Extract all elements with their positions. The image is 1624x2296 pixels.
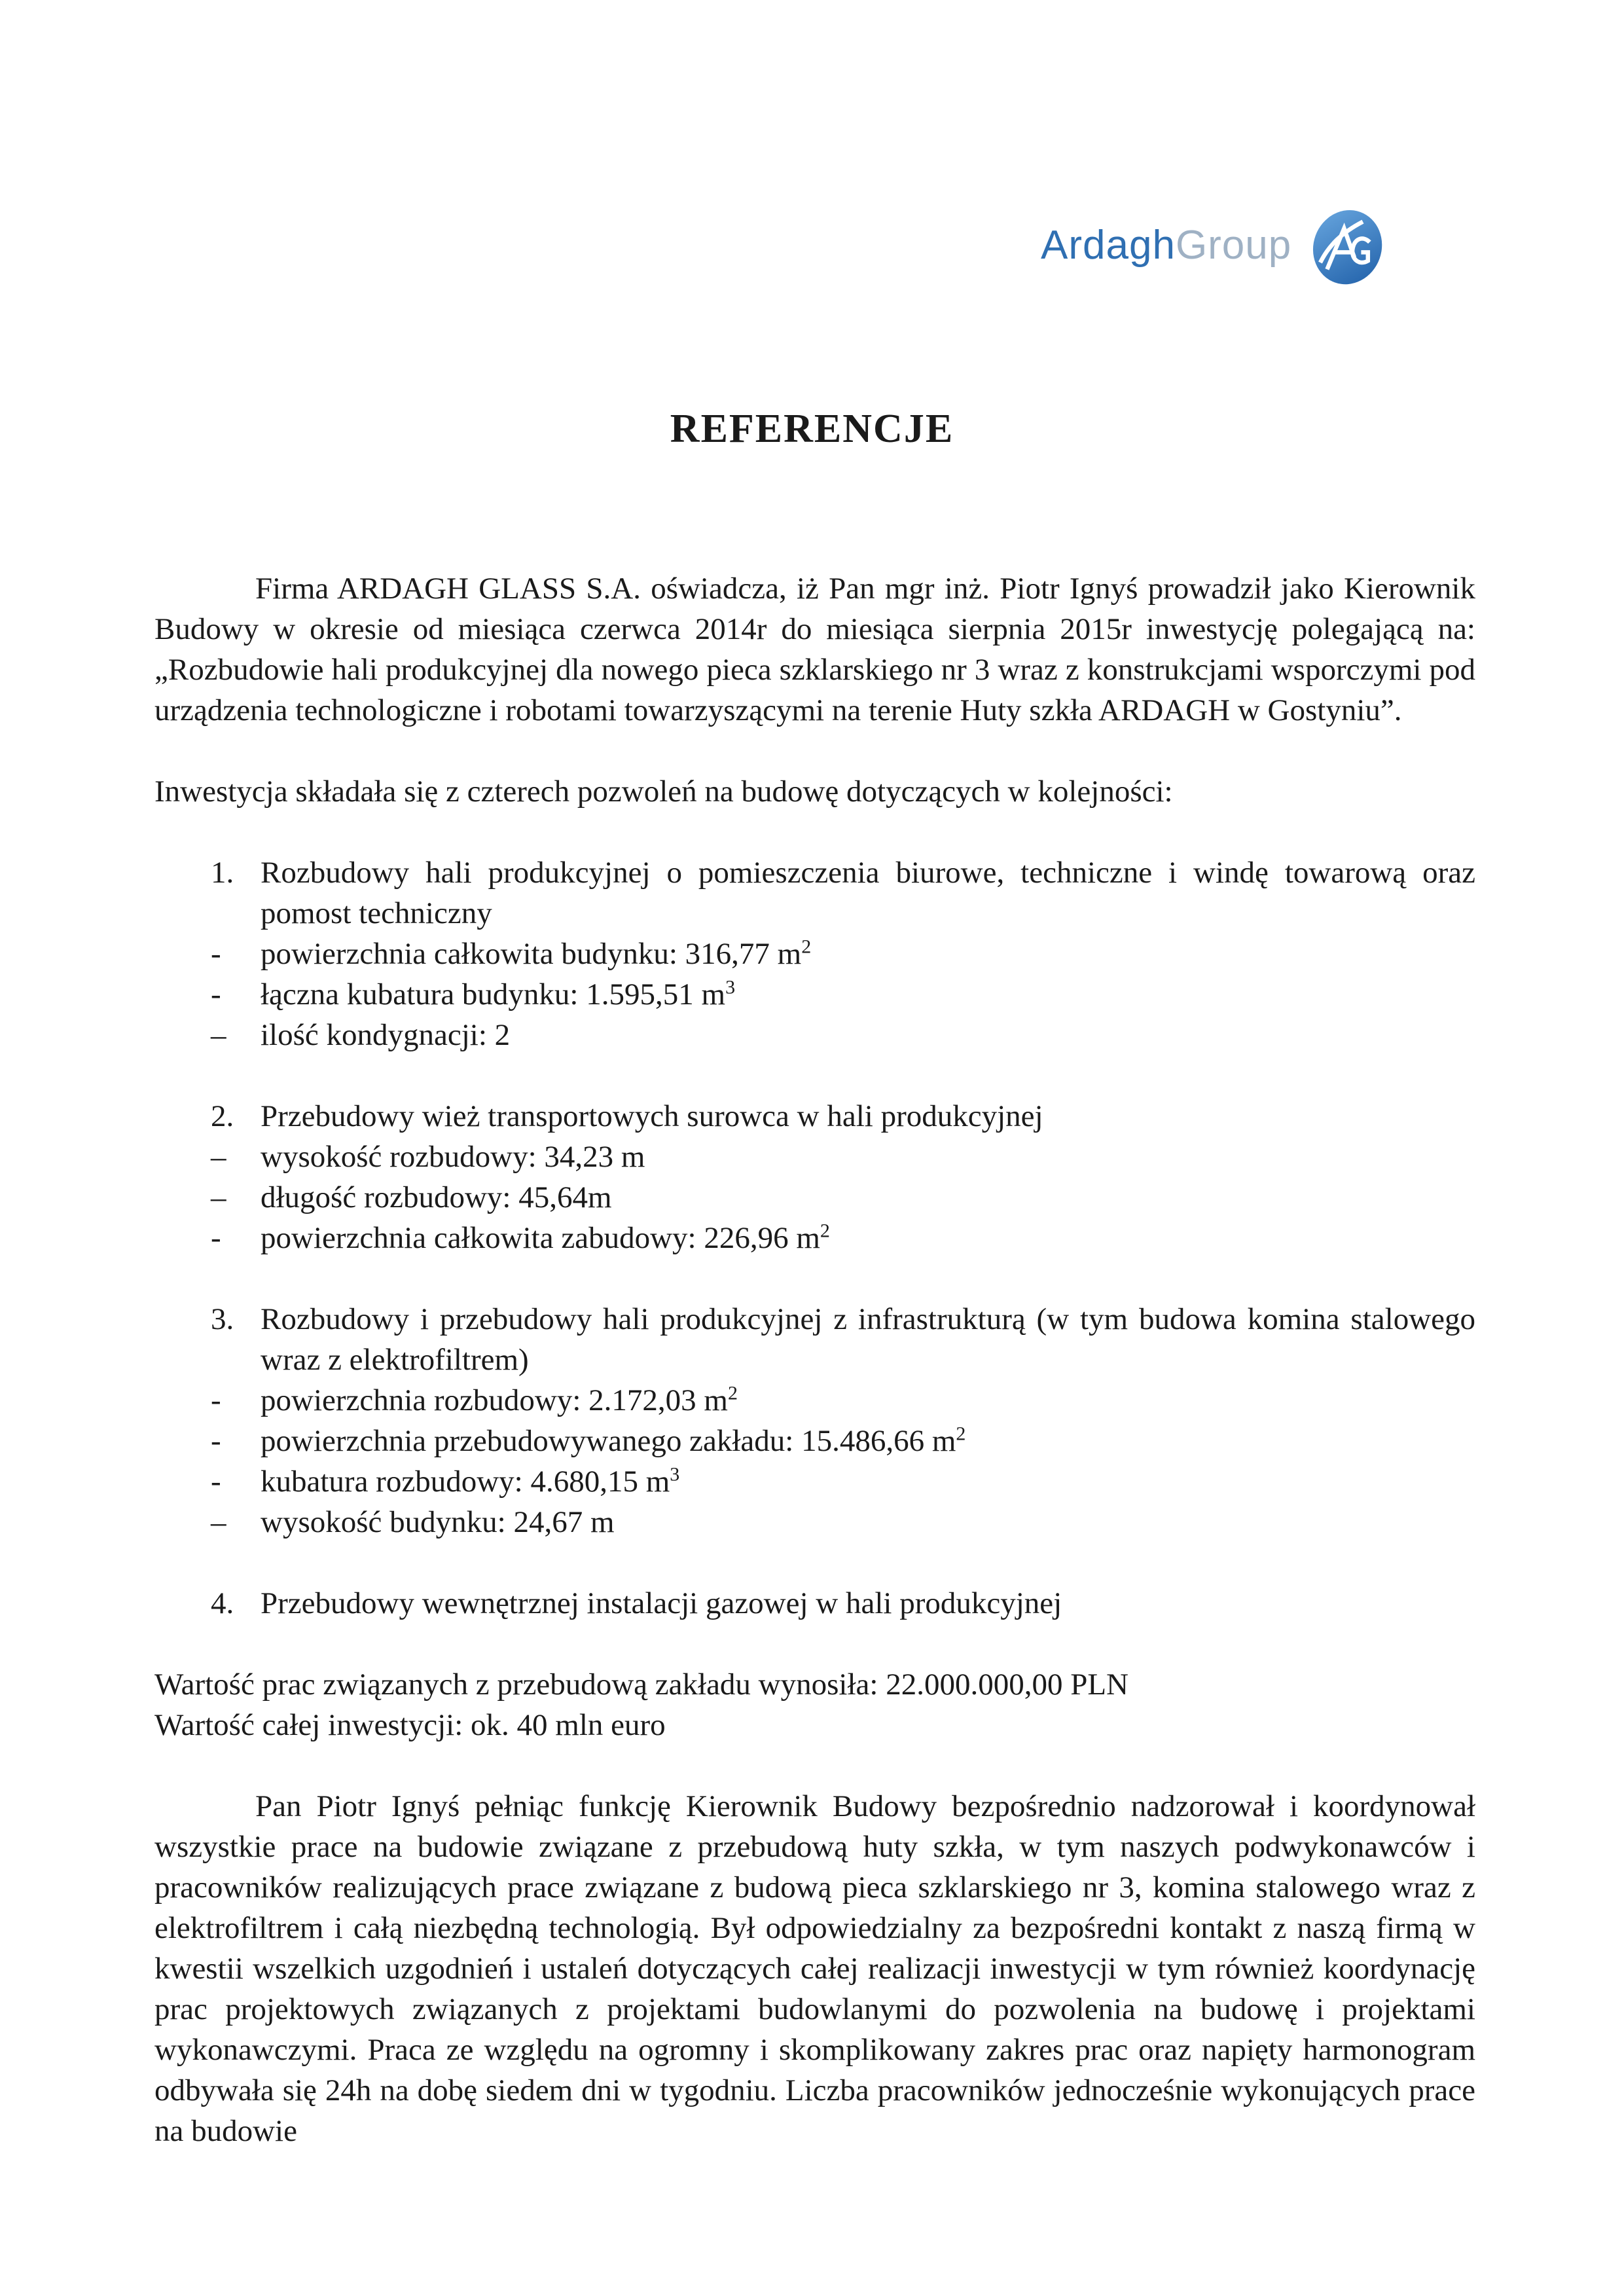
permit-number: 2. xyxy=(211,1099,234,1133)
permit-detail-text xyxy=(261,1502,615,1542)
permit-title: Przebudowy wewnętrznej instalacji gazowej w hali produkcyjnej xyxy=(261,1586,1062,1620)
detail-value: powierzchnia przebudowywanego zakładu: 15.486,66 m xyxy=(261,1424,956,1458)
permit-detail-item xyxy=(211,1380,1475,1421)
dash-bullet: - xyxy=(211,1465,221,1499)
dash-bullet: – xyxy=(211,1505,226,1539)
works-value-line: Wartość prac związanych z przebudową zakładu wynosiła: 22.000.000,00 PLN xyxy=(154,1667,1128,1702)
permit-detail-text xyxy=(261,1421,965,1461)
permit-detail-text xyxy=(261,1137,645,1177)
permit-section xyxy=(154,852,1475,1055)
detail-value: powierzchnia rozbudowy: 2.172,03 m xyxy=(261,1383,728,1417)
ag-emblem-icon xyxy=(1303,203,1388,288)
permit-detail-item xyxy=(211,974,1475,1015)
permit-section xyxy=(154,1299,1475,1542)
detail-value: ilość kondygnacji: 2 xyxy=(261,1018,511,1052)
company-logo xyxy=(1041,196,1447,295)
logo-text-group: Group xyxy=(1175,223,1292,268)
dash-bullet: – xyxy=(211,1018,226,1052)
dash-bullet: - xyxy=(211,1383,221,1417)
dash-bullet: - xyxy=(211,937,221,971)
detail-value: długość rozbudowy: 45,64m xyxy=(261,1180,612,1214)
permit-section xyxy=(154,1583,1475,1624)
dash-bullet: – xyxy=(211,1180,226,1214)
permit-detail-item xyxy=(211,1502,1475,1542)
permit-detail-text xyxy=(261,934,811,974)
permit-detail-item xyxy=(211,1137,1475,1177)
detail-value: powierzchnia całkowita zabudowy: 226,96 m xyxy=(261,1221,820,1255)
dash-bullet: – xyxy=(211,1140,226,1174)
permit-title: Rozbudowy i przebudowy hali produkcyjnej z infrastrukturą (w tym budowa komina stalowego wraz z elektrofiltrem) xyxy=(261,1302,1475,1377)
unit-exponent: 2 xyxy=(801,936,812,958)
permit-detail-text xyxy=(261,974,735,1015)
total-value-line: Wartość całej inwestycji: ok. 40 mln euro xyxy=(154,1708,666,1742)
logo-text xyxy=(1041,225,1291,266)
permit-detail-text xyxy=(261,1380,738,1421)
permit-title: Przebudowy wież transportowych surowca w hali produkcyjnej xyxy=(261,1099,1043,1133)
permit-detail-text xyxy=(261,1461,679,1502)
unit-exponent: 3 xyxy=(670,1463,680,1485)
dash-bullet: - xyxy=(211,977,221,1011)
permit-number: 3. xyxy=(211,1302,234,1336)
unit-exponent: 2 xyxy=(820,1220,830,1242)
permits-list xyxy=(154,852,1475,1624)
dash-bullet: - xyxy=(211,1424,221,1458)
permit-detail-text xyxy=(261,1015,510,1055)
permit-detail-item xyxy=(211,1015,1475,1055)
permit-number: 1. xyxy=(211,856,234,890)
detail-value: kubatura rozbudowy: 4.680,15 m xyxy=(261,1465,670,1499)
permit-section xyxy=(154,1096,1475,1258)
permit-heading xyxy=(211,852,1475,934)
permit-heading xyxy=(211,1299,1475,1380)
document-title: REFERENCJE xyxy=(670,407,954,451)
document-body xyxy=(154,568,1475,2151)
detail-value: powierzchnia całkowita budynku: 316,77 m xyxy=(261,937,802,971)
investment-intro: Inwestycja składała się z czterech pozwoleń na budowę dotyczących w kolejności: xyxy=(154,774,1173,809)
permit-heading xyxy=(211,1096,1475,1137)
permit-heading xyxy=(211,1583,1475,1624)
permit-detail-item xyxy=(211,1177,1475,1218)
permit-title: Rozbudowy hali produkcyjnej o pomieszczenia biurowe, techniczne i windę towarową oraz pomost techniczny xyxy=(261,856,1475,930)
detail-value: łączna kubatura budynku: 1.595,51 m xyxy=(261,977,726,1011)
unit-exponent: 2 xyxy=(956,1423,966,1445)
intro-paragraph: Firma ARDAGH GLASS S.A. oświadcza, iż Pan mgr inż. Piotr Ignyś prowadził jako Kierownik Budowy w okresie od miesiąca czerwca 2014r do miesiąca sierpnia 2015r inwestycję polegającą na: „Rozbudowie hali produkcyjnej dla nowego pieca szklarskiego nr 3 wraz z konstrukcjami wsporczymi pod urządzenia technologiczne i robotami towarzyszącymi na terenie Huty szkła ARDAGH w Gostyniu”. xyxy=(154,572,1475,727)
permit-number: 4. xyxy=(211,1586,234,1620)
detail-value: wysokość rozbudowy: 34,23 m xyxy=(261,1140,645,1174)
permit-detail-item xyxy=(211,934,1475,974)
logo-text-ardagh: Ardagh xyxy=(1041,223,1176,268)
permit-detail-item xyxy=(211,1218,1475,1258)
dash-bullet: - xyxy=(211,1221,221,1255)
permit-detail-text xyxy=(261,1218,830,1258)
unit-exponent: 3 xyxy=(725,976,736,998)
detail-value: wysokość budynku: 24,67 m xyxy=(261,1505,615,1539)
permit-detail-item xyxy=(211,1421,1475,1461)
permit-detail-text xyxy=(261,1177,612,1218)
permit-detail-item xyxy=(211,1461,1475,1502)
unit-exponent: 2 xyxy=(727,1382,738,1404)
closing-paragraph: Pan Piotr Ignyś pełniąc funkcję Kierownik Budowy bezpośrednio nadzorował i koordynował wszystkie prace na budowie związane z przebudową huty szkła, w tym naszych podwykonawców i pracowników realizujących prace związane z budową pieca szklarskiego nr 3, komina stalowego wraz z elektrofiltrem i całą niezbędną technologią. Był odpowiedzialny za bezpośredni kontakt z naszą firmą w kwestii wszelkich uzgodnień i ustaleń dotyczących całej realizacji inwestycji w tym również koordynację prac projektowych związanych z projektami budowlanymi do pozwolenia na budowę i projektami wykonawczymi. Praca ze względu na ogromny i skomplikowany zakres prac oraz napięty harmonogram odbywała się 24h na dobę siedem dni w tygodniu. Liczba pracowników jednocześnie wykonujących prace na budowie xyxy=(154,1789,1475,2148)
